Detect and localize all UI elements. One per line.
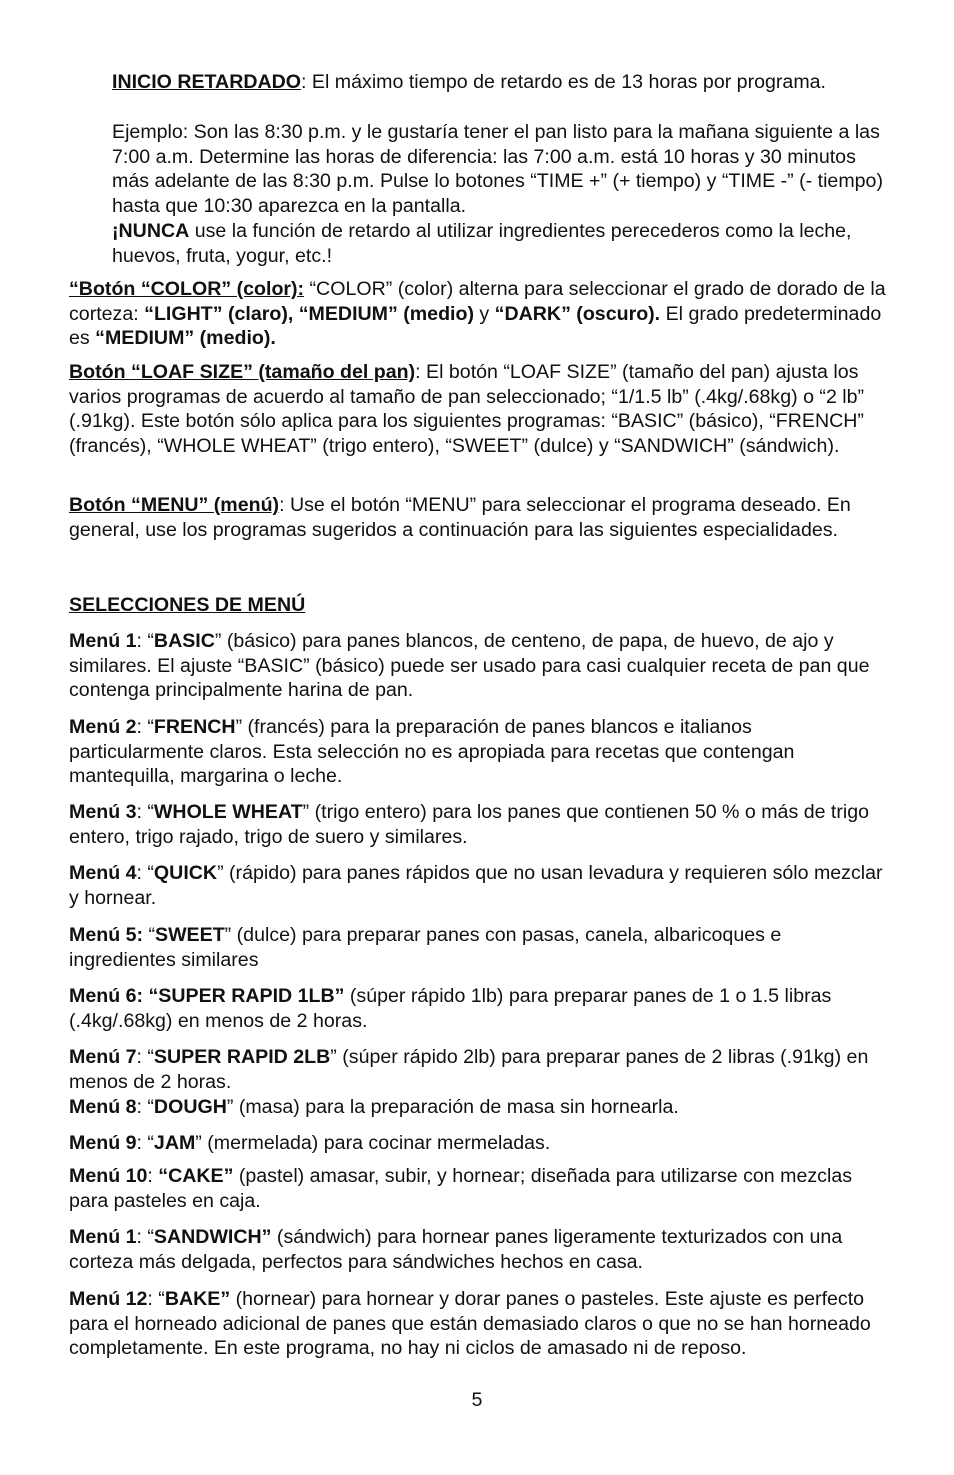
menu-label: Menú 6: <box>69 985 144 1007</box>
menu-sep: : “ <box>136 630 154 652</box>
menu-close: ” <box>302 801 310 823</box>
menu-name: DOUGH <box>153 1096 227 1118</box>
delay-start-paragraph <box>112 70 884 95</box>
menu-sep: : “ <box>136 1046 154 1068</box>
menu-button-heading: Botón “MENU” (menú) <box>69 494 280 516</box>
menu-label: Menú 3 <box>69 801 137 823</box>
menu-item <box>69 629 889 703</box>
menu-name: FRENCH <box>153 716 236 738</box>
menu-button-paragraph <box>69 493 889 542</box>
menu-close: ” <box>195 1132 202 1154</box>
menu-close: ” <box>214 630 222 652</box>
loaf-size-heading: Botón “LOAF SIZE” (tamaño del pan) <box>69 361 416 383</box>
menu-description: (hornear) para hornear y dorar panes o pasteles. Este ajuste es perfecto para el horneado adicional de panes que están demasiado claros o que no se han horneado completamente. En este programa, no hay ni ciclos de amasado ni de reposo. <box>69 1288 871 1360</box>
color-text-1: “COLOR” (color) alterna para seleccionar el grado de dorado de la corteza: <box>69 278 886 325</box>
menu-description: (pastel) amasar, subir, y hornear; diseñada para utilizarse con mezclas para pasteles en caja. <box>69 1165 853 1212</box>
color-text-2: y <box>473 302 495 325</box>
menu-item <box>69 800 889 849</box>
menu-sep: “ <box>143 924 155 946</box>
menu-close: ” <box>226 1096 234 1118</box>
menu-sep: : “ <box>136 801 154 823</box>
menu-description: (súper rápido 2lb) para preparar panes de 2 libras (.91kg) en menos de 2 horas. <box>69 1046 869 1093</box>
color-default: “MEDIUM” (medio). <box>95 327 276 350</box>
delay-example-paragraph <box>112 120 884 219</box>
menu-close: ” <box>224 924 232 946</box>
color-button-paragraph <box>69 277 889 351</box>
menu-item <box>69 1164 889 1213</box>
loaf-size-paragraph <box>69 360 889 459</box>
menu-name: SUPER RAPID 2LB <box>153 1046 331 1068</box>
menu-label: Menú 10 <box>69 1165 148 1187</box>
color-button-heading: “Botón “COLOR” (color): <box>69 278 305 300</box>
color-text-3: El grado predeterminado es <box>69 302 882 350</box>
delay-warning-text: use la función de retardo al utilizar ingredientes perecederos como la leche, huevos, fruta, yogur, etc.! <box>112 220 852 267</box>
menu-item <box>69 1095 889 1120</box>
menu-button-text: : Use el botón “MENU” para seleccionar el programa deseado. En general, use los programas sugeridos a continuación para las siguientes especialidades. <box>69 494 851 541</box>
loaf-size-text: : El botón “LOAF SIZE” (tamaño del pan) ajusta los varios programas de acuerdo al tamaño de pan seleccionado; “1/1.5 lb” (.4kg/.68kg) o “2 lb” (.91kg). Este botón sólo aplica para los siguientes programas: “BASIC” (básico), “FRENCH” (francés), “WHOLE WHEAT” (trigo entero), “SWEET” (dulce) y “SANDWICH” (sándwich). <box>69 361 865 458</box>
menu-description: (trigo entero) para los panes que contienen 50 % o más de trigo entero, trigo rajado, trigo de suero y similares. <box>69 801 870 848</box>
menu-name: SWEET <box>155 924 225 946</box>
section-title: SELECCIONES DE MENÚ <box>69 594 306 616</box>
menu-sep: : “ <box>136 862 154 884</box>
menu-label: Menú 9 <box>69 1132 137 1154</box>
menu-label: Menú 12 <box>69 1288 148 1310</box>
delay-warning-bold: ¡NUNCA <box>112 220 190 242</box>
menu-name: “CAKE” <box>158 1165 234 1187</box>
menu-sep: : “ <box>136 716 154 738</box>
menu-item <box>69 1131 889 1156</box>
menu-name: SANDWICH” <box>153 1226 272 1248</box>
menu-description: (súper rápido 1lb) para preparar panes de 1 o 1.5 libras (.4kg/.68kg) en menos de 2 horas. <box>69 985 832 1032</box>
menu-name: JAM <box>153 1132 196 1154</box>
menu-sep: : “ <box>136 1096 154 1118</box>
delay-start-text: : El máximo tiempo de retardo es de 13 horas por programa. <box>301 71 826 93</box>
menu-name: BAKE” <box>164 1288 231 1310</box>
menu-description: (mermelada) para cocinar mermeladas. <box>201 1132 551 1154</box>
menu-label: Menú 8 <box>69 1096 137 1118</box>
menu-name: “SUPER RAPID 1LB” <box>148 985 345 1007</box>
menu-description: (sándwich) para hornear panes ligeramente texturizados con una corteza más delgada, perfectos para sándwiches hechos en casa. <box>69 1226 843 1273</box>
menu-item <box>69 1045 889 1094</box>
menu-item <box>69 1225 889 1274</box>
menu-item <box>69 861 889 910</box>
color-option-dark: “DARK” (oscuro). <box>494 302 661 325</box>
delay-start-heading: INICIO RETARDADO <box>112 71 302 93</box>
menu-label: Menú 4 <box>69 862 137 884</box>
menu-item <box>69 984 889 1033</box>
menu-label: Menú 1 <box>69 630 137 652</box>
menu-sep: : <box>147 1165 159 1187</box>
menu-close: ” <box>217 862 224 884</box>
menu-name: QUICK <box>153 862 218 884</box>
delay-warning-paragraph <box>112 219 884 268</box>
menu-name: WHOLE WHEAT <box>153 801 303 823</box>
menu-sep: : “ <box>147 1288 165 1310</box>
menu-label: Menú 7 <box>69 1046 137 1068</box>
menu-close: ” <box>330 1046 337 1068</box>
page-number: 5 <box>471 1389 483 1411</box>
menu-name: BASIC <box>153 630 215 652</box>
menu-sep: : “ <box>136 1132 154 1154</box>
menu-label: Menú 2 <box>69 716 137 738</box>
menu-description: (francés) para la preparación de panes blancos e italianos particularmente claros. Esta selección no es apropiada para recetas que contengan mantequilla, margarina o leche. <box>69 716 795 788</box>
color-options-light-medium: “LIGHT” (claro), “MEDIUM” (medio) <box>144 302 474 325</box>
menu-description: (básico) para panes blancos, de centeno, de papa, de huevo, de ajo y similares. El ajuste “BASIC” (básico) puede ser usado para casi cualquier receta de pan que contenga principalmente harina de pan. <box>69 630 870 702</box>
menu-item <box>69 923 889 972</box>
menu-description: (dulce) para preparar panes con pasas, canela, albaricoques e ingredientes similares <box>69 924 782 971</box>
menu-sep: : “ <box>136 1226 154 1248</box>
delay-example-text: Ejemplo: Son las 8:30 p.m. y le gustaría tener el pan listo para la mañana siguiente a las 7:00 a.m. Determine las horas de diferencia: las 7:00 a.m. está 10 horas y 30 minutos más adelante de las 8:30 p.m. Pulse lo botones “TIME +” (+ tiempo) y “TIME -” (- tiempo) hasta que 10:30 aparezca en la pantalla. <box>112 121 883 218</box>
menu-label: Menú 5: <box>69 924 144 946</box>
menu-item <box>69 1287 889 1361</box>
menu-description: (rápido) para panes rápidos que no usan levadura y requieren sólo mezclar y hornear. <box>69 862 883 909</box>
menu-label: Menú 1 <box>69 1226 137 1248</box>
menu-close: ” <box>235 716 243 738</box>
menu-item <box>69 715 889 789</box>
menu-description: (masa) para la preparación de masa sin hornearla. <box>233 1096 679 1118</box>
